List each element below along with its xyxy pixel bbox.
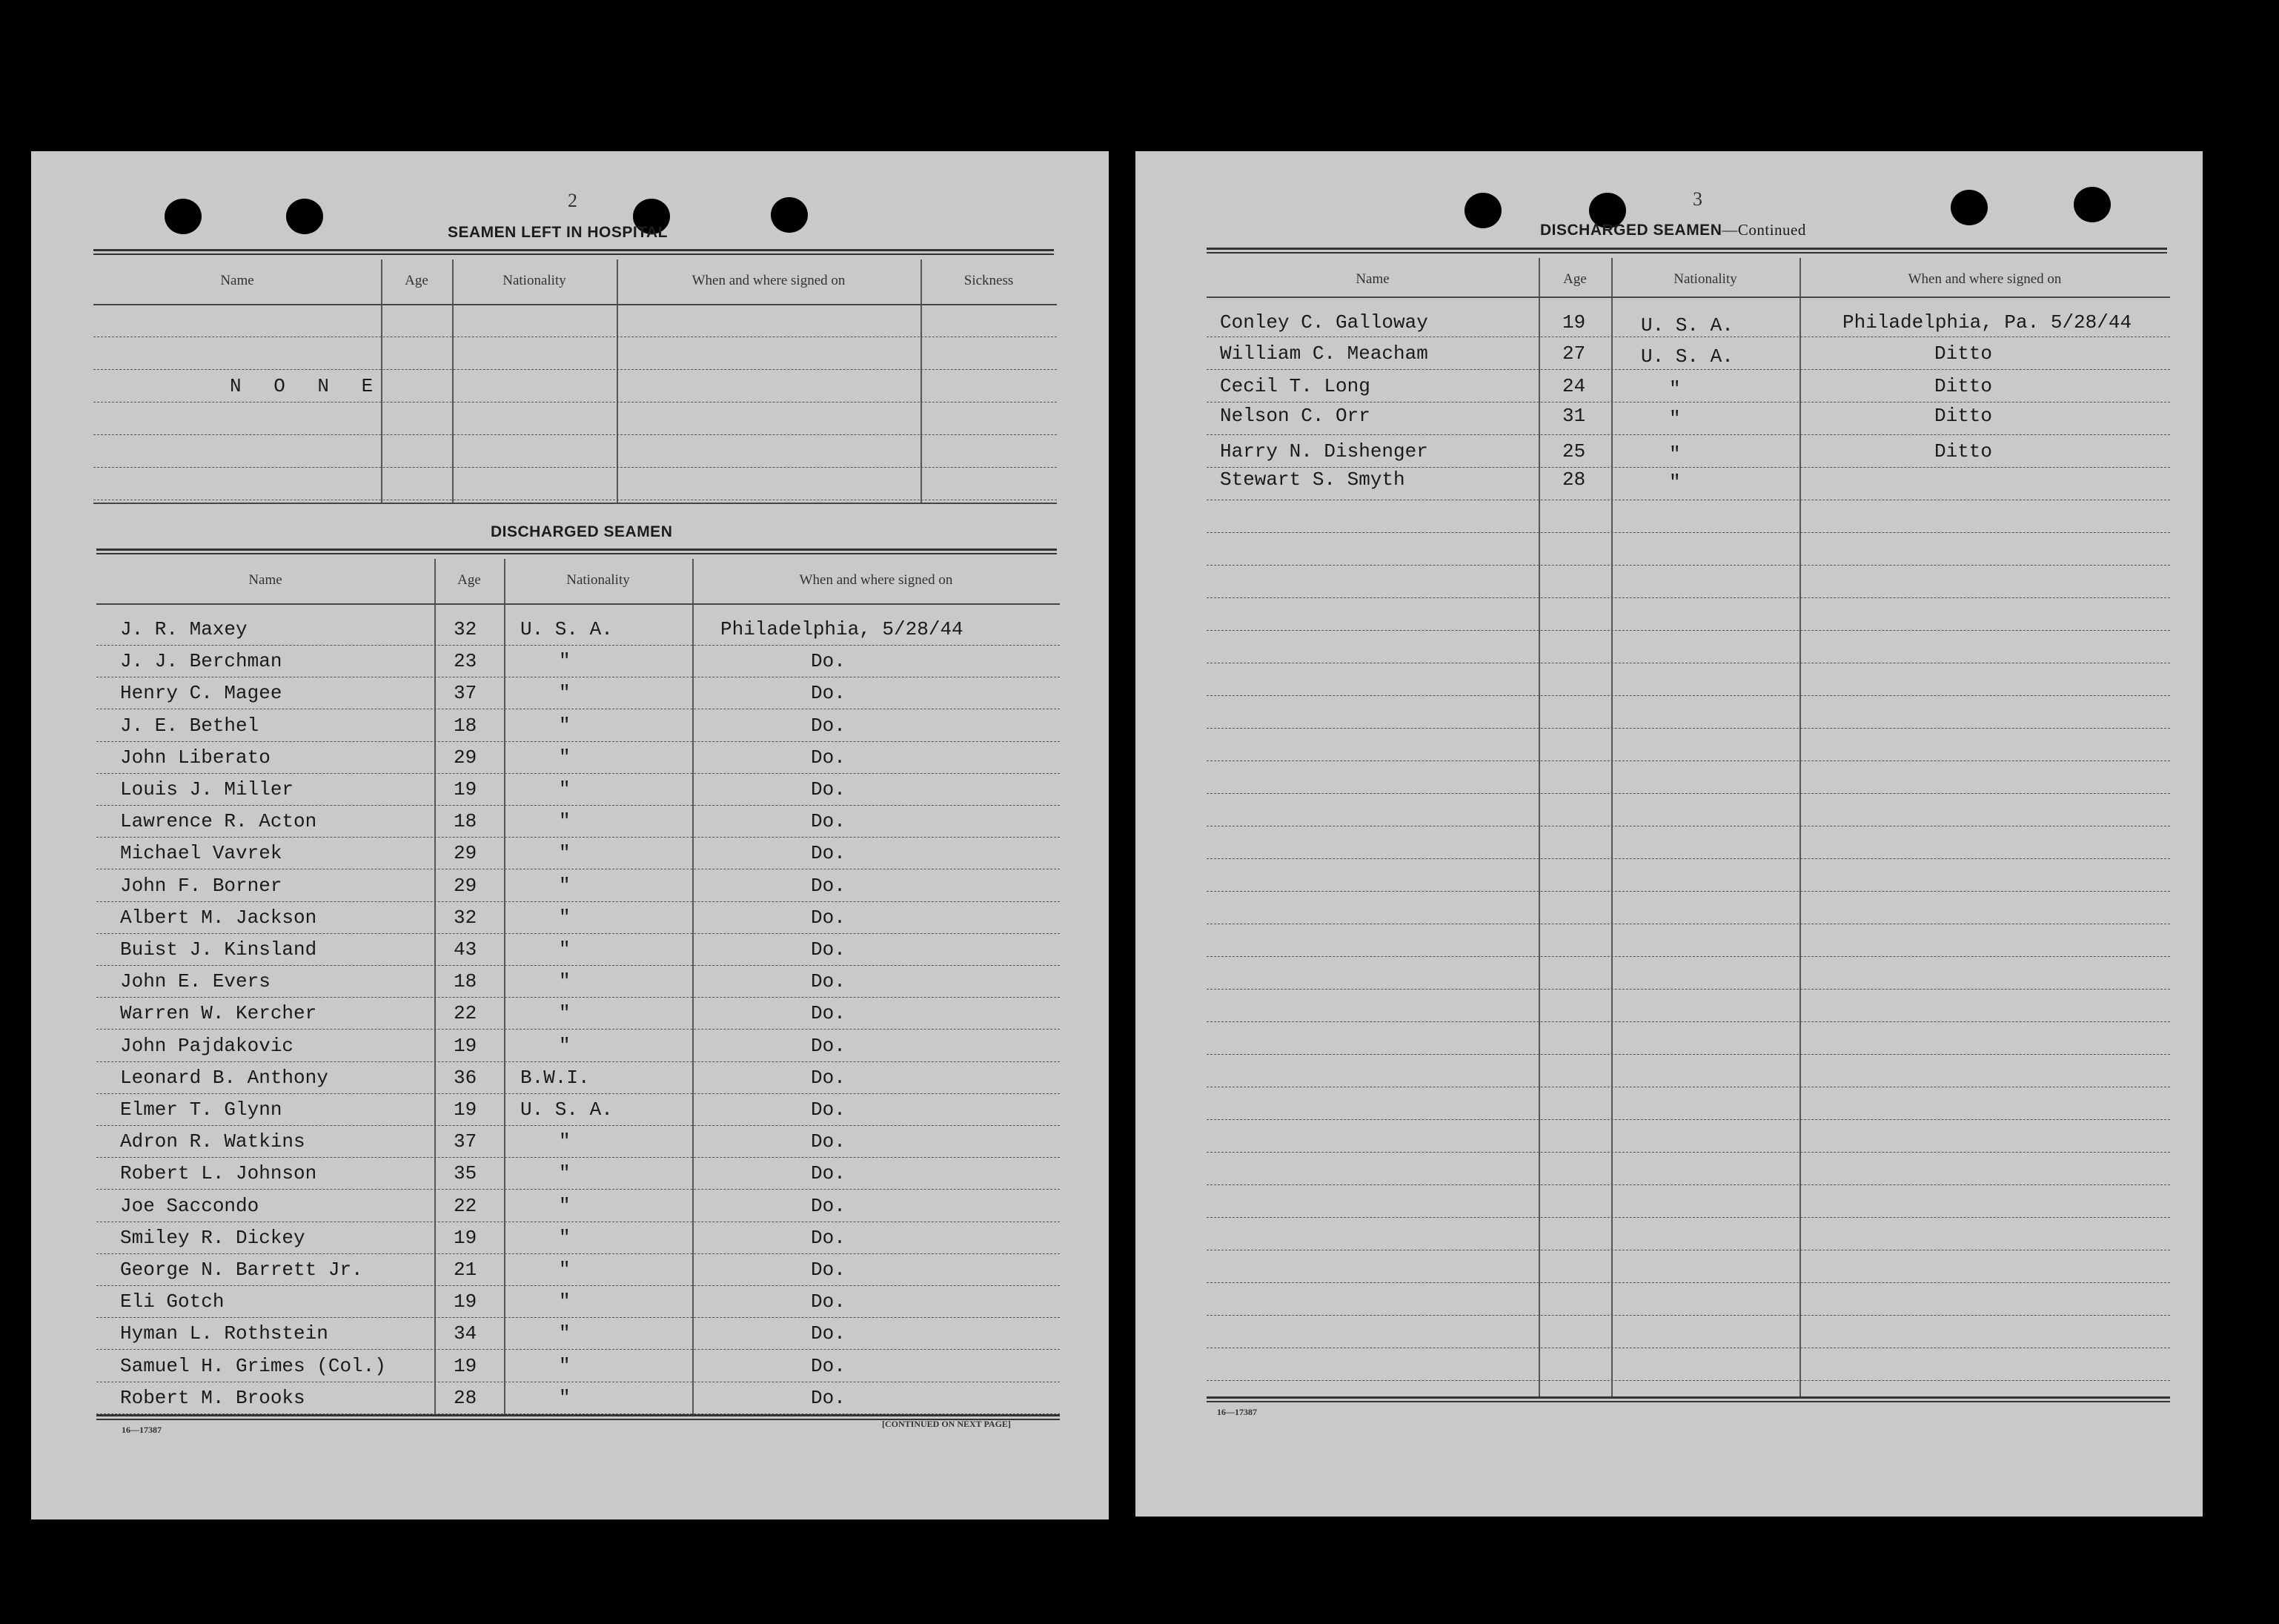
seaman-nationality: " [559, 810, 571, 833]
seaman-signed-on: Do. [811, 1226, 846, 1249]
seaman-name: Joe Saccondo [120, 1194, 259, 1217]
seaman-nationality: " [559, 682, 571, 705]
seaman-nationality: " [559, 778, 571, 801]
column-rule [617, 259, 618, 503]
row-rule [96, 837, 1060, 838]
seaman-name: William C. Meacham [1220, 342, 1428, 365]
row-rule [96, 1157, 1060, 1158]
row-rule [1207, 1380, 2170, 1381]
row-rule [96, 741, 1060, 742]
seaman-nationality: " [1669, 378, 1681, 400]
seaman-signed-on: Do. [811, 1066, 846, 1089]
seaman-age: 29 [454, 746, 477, 769]
seaman-signed-on: Do. [811, 938, 846, 961]
row-rule [1207, 1315, 2170, 1316]
seaman-nationality: " [559, 1322, 571, 1345]
seaman-age: 24 [1562, 375, 1586, 397]
seaman-age: 28 [1562, 468, 1586, 491]
seaman-age: 43 [454, 938, 477, 961]
punch-hole [1951, 190, 1988, 225]
seaman-name: J. R. Maxey [120, 618, 248, 640]
seaman-age: 27 [1562, 342, 1586, 365]
seaman-name: Leonard B. Anthony [120, 1066, 328, 1089]
column-header: Nationality [1673, 271, 1737, 287]
seaman-nationality: " [559, 970, 571, 993]
seaman-age: 34 [454, 1322, 477, 1345]
seaman-age: 18 [454, 810, 477, 833]
right-title-suffix: —Continued [1722, 221, 1806, 239]
row-rule [96, 1189, 1060, 1190]
seaman-age: 19 [454, 1034, 477, 1057]
punch-hole [286, 199, 323, 234]
row-rule [96, 1093, 1060, 1094]
column-rule [1799, 258, 1801, 1396]
seaman-nationality: U. S. A. [520, 618, 613, 640]
seaman-nationality: " [559, 1130, 571, 1153]
seaman-age: 29 [454, 874, 477, 897]
header-rule [93, 304, 1057, 305]
row-rule [1207, 793, 2170, 794]
seaman-signed-on: Do. [811, 682, 846, 705]
row-rule [1207, 989, 2170, 990]
none-entry: N O N E [230, 375, 384, 397]
seaman-age: 37 [454, 682, 477, 705]
row-rule [1207, 1217, 2170, 1218]
seaman-age: 25 [1562, 440, 1586, 463]
title-rule [96, 548, 1057, 554]
right-page [1135, 151, 2203, 1517]
seaman-age: 19 [454, 1354, 477, 1377]
row-rule [96, 1285, 1060, 1286]
seaman-nationality: " [559, 842, 571, 865]
seaman-name: George N. Barrett Jr. [120, 1259, 363, 1281]
seaman-age: 22 [454, 1194, 477, 1217]
seaman-name: Harry N. Dishenger [1220, 440, 1428, 463]
seaman-nationality: " [559, 746, 571, 769]
row-rule [96, 1061, 1060, 1062]
seaman-name: Lawrence R. Acton [120, 810, 317, 833]
seaman-nationality: U. S. A. [1641, 345, 1734, 368]
seaman-age: 37 [454, 1130, 477, 1153]
seaman-name: John E. Evers [120, 970, 271, 993]
row-rule [1207, 728, 2170, 729]
column-header: Sickness [963, 273, 1014, 288]
header-rule [96, 603, 1060, 605]
seaman-age: 32 [454, 906, 477, 929]
seaman-signed-on: Do. [811, 1386, 846, 1409]
seaman-nationality: " [559, 906, 571, 929]
column-rule [1539, 258, 1540, 1396]
right-title-main: DISCHARGED SEAMEN [1540, 222, 1722, 239]
seaman-age: 35 [454, 1162, 477, 1185]
seaman-signed-on: Do. [811, 714, 846, 737]
seaman-signed-on: Do. [811, 1162, 846, 1185]
column-header: Age [457, 572, 481, 588]
seaman-signed-on: Ditto [1934, 440, 1993, 463]
seaman-signed-on: Ditto [1934, 342, 1993, 365]
form-number: 16—17387 [1217, 1407, 1257, 1417]
seaman-name: J. J. Berchman [120, 650, 282, 673]
seaman-name: Buist J. Kinsland [120, 938, 317, 961]
column-header: When and where signed on [1908, 271, 2062, 287]
row-rule [1207, 1152, 2170, 1153]
seaman-name: Elmer T. Glynn [120, 1098, 282, 1121]
seaman-signed-on: Ditto [1934, 375, 1993, 397]
row-rule [93, 467, 1057, 468]
row-rule [1207, 760, 2170, 761]
seaman-nationality: " [559, 1259, 571, 1281]
seaman-nationality: " [1669, 443, 1681, 465]
row-rule [96, 1125, 1060, 1126]
row-rule [93, 369, 1057, 370]
left-page [31, 151, 1109, 1519]
title-rule [1207, 248, 2167, 253]
seaman-nationality: " [559, 1002, 571, 1025]
seaman-name: Warren W. Kercher [120, 1002, 317, 1025]
seaman-nationality: " [559, 1290, 571, 1313]
seaman-signed-on: Do. [811, 1098, 846, 1121]
punch-hole [771, 197, 808, 233]
seaman-nationality: " [559, 714, 571, 737]
title-rule [93, 249, 1054, 255]
seaman-name: John Liberato [120, 746, 271, 769]
seaman-signed-on: Do. [811, 1322, 846, 1345]
column-header: Name [1356, 271, 1390, 287]
continued-note: [CONTINUED ON NEXT PAGE] [882, 1419, 1011, 1429]
column-header: Nationality [566, 572, 630, 588]
row-rule [1207, 1184, 2170, 1185]
row-rule [1207, 630, 2170, 631]
form-number: 16—17387 [122, 1425, 162, 1435]
seaman-age: 21 [454, 1259, 477, 1281]
seaman-signed-on: Do. [811, 970, 846, 993]
seaman-signed-on: Philadelphia, 5/28/44 [720, 618, 963, 640]
seaman-signed-on: Do. [811, 778, 846, 801]
row-rule [93, 434, 1057, 435]
seaman-nationality: " [559, 1194, 571, 1217]
discharged-section-title: DISCHARGED SEAMEN [491, 523, 673, 540]
row-rule [1207, 1282, 2170, 1283]
row-rule [1207, 1054, 2170, 1055]
seaman-nationality: " [559, 650, 571, 673]
seaman-age: 28 [454, 1386, 477, 1409]
seaman-age: 36 [454, 1066, 477, 1089]
seaman-name: Samuel H. Grimes (Col.) [120, 1354, 386, 1377]
seaman-name: John Pajdakovic [120, 1034, 294, 1057]
row-rule [96, 1253, 1060, 1254]
seaman-age: 19 [454, 1290, 477, 1313]
seaman-nationality: " [1669, 408, 1681, 430]
row-rule [1207, 369, 2170, 370]
column-rule [1611, 258, 1613, 1396]
seaman-name: Stewart S. Smyth [1220, 468, 1405, 491]
seaman-nationality: " [1669, 471, 1681, 494]
row-rule [96, 805, 1060, 806]
seaman-name: Henry C. Magee [120, 682, 282, 705]
seaman-name: Cecil T. Long [1220, 375, 1370, 397]
punch-hole [1464, 193, 1502, 228]
seaman-age: 32 [454, 618, 477, 640]
seaman-nationality: " [559, 1226, 571, 1249]
row-rule [1207, 597, 2170, 598]
seaman-signed-on: Do. [811, 1354, 846, 1377]
row-rule [1207, 956, 2170, 957]
row-rule [1207, 695, 2170, 696]
column-rule [920, 259, 922, 503]
seaman-name: Hyman L. Rothstein [120, 1322, 328, 1345]
row-rule [96, 901, 1060, 902]
page-number: 2 [568, 190, 577, 211]
row-rule [1207, 1021, 2170, 1022]
seaman-age: 19 [454, 1226, 477, 1249]
seaman-signed-on: Ditto [1934, 405, 1993, 427]
seaman-signed-on: Do. [811, 842, 846, 865]
seaman-signed-on: Do. [811, 1130, 846, 1153]
seaman-age: 23 [454, 650, 477, 673]
seaman-age: 19 [454, 1098, 477, 1121]
page-number: 3 [1693, 188, 1702, 210]
row-rule [1207, 565, 2170, 566]
seaman-signed-on: Do. [811, 874, 846, 897]
seaman-name: Nelson C. Orr [1220, 405, 1370, 427]
seaman-name: Eli Gotch [120, 1290, 225, 1313]
seaman-signed-on: Do. [811, 1259, 846, 1281]
seaman-name: Michael Vavrek [120, 842, 282, 865]
seaman-signed-on: Do. [811, 1002, 846, 1025]
seaman-nationality: " [559, 1386, 571, 1409]
column-header: Name [220, 273, 254, 288]
row-rule [1207, 858, 2170, 859]
seaman-name: Conley C. Galloway [1220, 311, 1428, 334]
row-rule [1207, 891, 2170, 892]
seaman-signed-on: Do. [811, 746, 846, 769]
seaman-age: 18 [454, 970, 477, 993]
seaman-nationality: " [559, 1354, 571, 1377]
column-header: Name [248, 572, 282, 588]
seaman-age: 19 [1562, 311, 1586, 334]
seaman-nationality: " [559, 874, 571, 897]
seaman-age: 22 [454, 1002, 477, 1025]
row-rule [96, 645, 1060, 646]
seaman-signed-on: Do. [811, 1034, 846, 1057]
seaman-name: Robert M. Brooks [120, 1386, 305, 1409]
column-header: Age [405, 273, 428, 288]
seaman-signed-on: Do. [811, 906, 846, 929]
row-rule [96, 965, 1060, 966]
seaman-nationality: U. S. A. [1641, 314, 1734, 337]
seaman-age: 29 [454, 842, 477, 865]
row-rule [96, 997, 1060, 998]
row-rule [96, 773, 1060, 774]
seaman-name: Louis J. Miller [120, 778, 294, 801]
seaman-signed-on: Do. [811, 1290, 846, 1313]
seaman-name: J. E. Bethel [120, 714, 259, 737]
seaman-signed-on: Do. [811, 1194, 846, 1217]
seaman-nationality: B.W.I. [520, 1066, 590, 1089]
row-rule [96, 1029, 1060, 1030]
punch-hole [165, 199, 202, 234]
row-rule [96, 933, 1060, 934]
hospital-section-title: SEAMEN LEFT IN HOSPITAL [448, 224, 668, 241]
row-rule [1207, 467, 2170, 468]
table-bottom-rule [1207, 1396, 2170, 1402]
seaman-nationality: " [559, 938, 571, 961]
row-rule [96, 1317, 1060, 1318]
seaman-signed-on: Do. [811, 810, 846, 833]
seaman-nationality: " [559, 1162, 571, 1185]
seaman-name: John F. Borner [120, 874, 282, 897]
seaman-name: Smiley R. Dickey [120, 1226, 305, 1249]
column-header: Nationality [502, 273, 566, 288]
column-header: When and where signed on [799, 572, 953, 588]
row-rule [1207, 434, 2170, 435]
seaman-signed-on: Do. [811, 650, 846, 673]
header-rule [1207, 296, 2170, 298]
column-header: When and where signed on [691, 273, 846, 288]
right-section-title [1540, 221, 1806, 239]
seaman-name: Albert M. Jackson [120, 906, 317, 929]
row-rule [96, 1349, 1060, 1350]
seaman-age: 18 [454, 714, 477, 737]
row-rule [1207, 532, 2170, 533]
seaman-age: 19 [454, 778, 477, 801]
seaman-nationality: " [559, 1034, 571, 1057]
seaman-age: 31 [1562, 405, 1586, 427]
seaman-signed-on: Philadelphia, Pa. 5/28/44 [1842, 311, 2132, 334]
row-rule [1207, 1119, 2170, 1120]
punch-hole [2074, 187, 2111, 222]
column-header: Age [1563, 271, 1587, 287]
table-bottom-rule [93, 503, 1057, 504]
seaman-nationality: U. S. A. [520, 1098, 613, 1121]
column-rule [452, 259, 454, 503]
seaman-name: Adron R. Watkins [120, 1130, 305, 1153]
seaman-name: Robert L. Johnson [120, 1162, 317, 1185]
